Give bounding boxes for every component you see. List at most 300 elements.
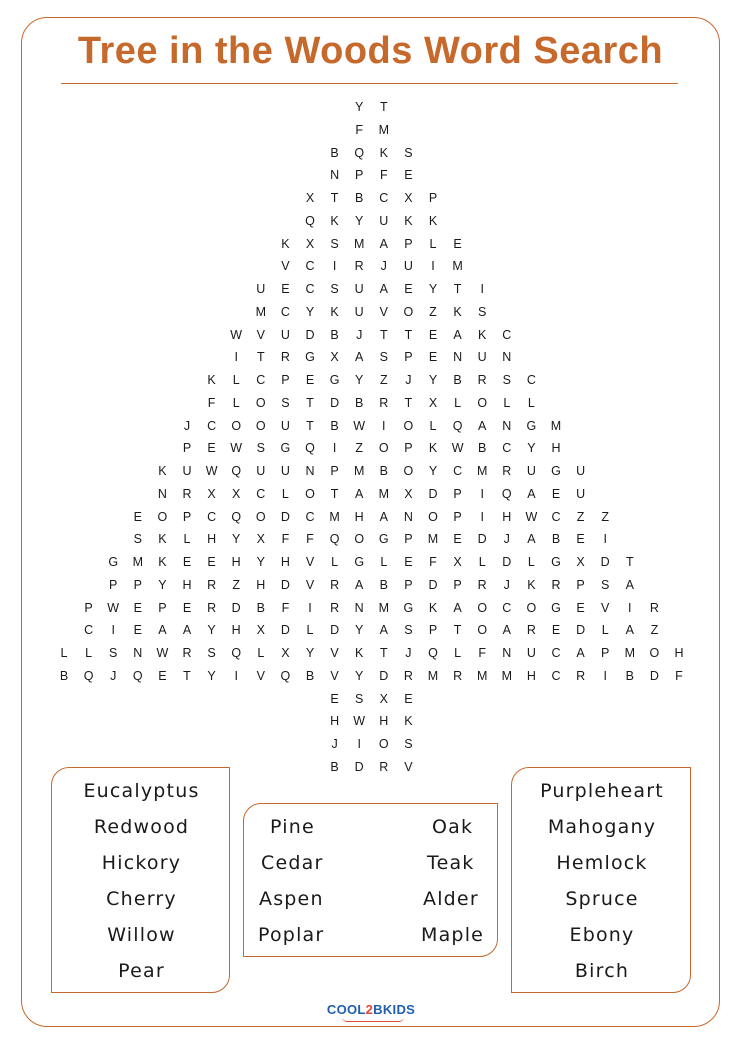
grid-letter: J: [405, 373, 412, 387]
grid-letter: C: [502, 600, 512, 615]
grid-letter: O: [378, 737, 389, 751]
grid-letter: R: [502, 464, 512, 478]
grid-letter: O: [231, 418, 242, 433]
grid-letter: N: [403, 509, 413, 524]
grid-letter: K: [527, 577, 536, 592]
grid-letter: P: [182, 441, 192, 456]
word-item: Birch: [574, 960, 630, 982]
grid-letter: T: [183, 668, 191, 683]
grid-letter: T: [379, 646, 388, 660]
grid-letter: N: [354, 600, 364, 615]
grid-letter: T: [306, 418, 314, 433]
grid-letter: J: [183, 418, 191, 433]
grid-letter: U: [280, 418, 290, 433]
grid-letter: Q: [428, 646, 438, 660]
grid-letter: C: [305, 509, 315, 524]
grid-letter: W: [230, 327, 243, 342]
grid-letter: H: [674, 646, 684, 660]
grid-letter: A: [478, 418, 487, 433]
grid-letter: G: [551, 555, 561, 569]
grid-letter: M: [550, 418, 562, 433]
grid-letter: O: [255, 395, 266, 410]
word-item: Purpleheart: [540, 780, 664, 802]
grid-letter: U: [477, 350, 487, 365]
grid-letter: V: [281, 259, 290, 274]
grid-letter: P: [404, 350, 413, 365]
grid-letter: U: [182, 464, 192, 478]
grid-letter: P: [428, 623, 438, 638]
grid-letter: E: [404, 168, 413, 183]
grid-letter: A: [379, 509, 388, 524]
grid-letter: K: [453, 304, 462, 319]
grid-letter: S: [207, 646, 216, 660]
grid-letter: P: [109, 577, 118, 592]
grid-letter: L: [232, 395, 240, 410]
word-item: Spruce: [565, 888, 639, 910]
grid-letter: B: [330, 759, 339, 774]
grid-letter: A: [355, 350, 364, 365]
grid-letter: L: [85, 646, 93, 660]
grid-letter: E: [453, 236, 462, 251]
word-item: Oak: [432, 816, 474, 838]
grid-letter: L: [478, 555, 486, 569]
grid-letter: U: [403, 259, 413, 274]
grid-letter: V: [404, 759, 413, 774]
grid-letter: T: [379, 100, 388, 114]
grid-letter: P: [404, 577, 413, 592]
grid-letter: W: [156, 646, 169, 660]
grid-letter: G: [280, 441, 291, 456]
logo-swoosh-icon: [342, 1017, 404, 1022]
grid-letter: L: [331, 555, 339, 569]
grid-letter: W: [353, 418, 366, 433]
grid-letter: V: [256, 327, 265, 342]
grid-letter: H: [256, 577, 266, 592]
grid-letter: D: [477, 532, 487, 547]
grid-letter: X: [404, 486, 413, 501]
grid-letter: L: [60, 646, 68, 660]
grid-letter: L: [527, 395, 535, 410]
grid-letter: O: [403, 464, 414, 478]
grid-letter: W: [353, 714, 366, 729]
grid-letter: E: [576, 532, 585, 547]
grid-letter: H: [207, 532, 217, 547]
logo-text-cool: COOL: [326, 1002, 366, 1017]
grid-letter: Z: [576, 509, 585, 524]
grid-letter: Z: [232, 577, 240, 592]
grid-letter: D: [330, 623, 340, 638]
grid-letter: P: [453, 577, 462, 592]
grid-letter: S: [601, 577, 610, 592]
grid-letter: L: [281, 486, 289, 501]
grid-letter: R: [526, 623, 536, 638]
grid-letter: X: [305, 191, 315, 205]
grid-letter: S: [478, 304, 487, 319]
grid-letter: K: [379, 145, 388, 160]
grid-letter: D: [428, 486, 438, 501]
grid-letter: S: [404, 623, 413, 638]
grid-letter: M: [427, 532, 439, 547]
grid-letter: C: [305, 259, 315, 274]
grid-letter: E: [404, 282, 413, 296]
grid-letter: A: [576, 646, 585, 660]
grid-letter: B: [625, 668, 634, 683]
grid-letter: E: [133, 600, 142, 615]
grid-letter: I: [357, 737, 361, 751]
grid-letter: T: [453, 282, 462, 296]
grid-letter: L: [257, 646, 265, 660]
grid-letter: M: [378, 122, 389, 137]
grid-letter: U: [526, 646, 536, 660]
grid-letter: J: [503, 532, 510, 547]
grid-letter: I: [332, 259, 337, 274]
grid-letter: Z: [429, 304, 437, 319]
grid-letter: D: [280, 509, 290, 524]
logo-text-bkids: BKIDS: [373, 1002, 416, 1017]
grid-letter: K: [478, 327, 487, 342]
word-item: Maple: [421, 924, 485, 946]
grid-letter: U: [526, 464, 536, 478]
grid-letter: R: [182, 646, 192, 660]
grid-letter: A: [379, 236, 388, 251]
grid-letter: K: [158, 555, 167, 569]
grid-letter: R: [576, 668, 586, 683]
grid-letter: X: [576, 555, 585, 569]
grid-letter: J: [380, 259, 387, 274]
grid-letter: R: [477, 577, 487, 592]
grid-letter: B: [355, 395, 364, 410]
grid-letter: O: [255, 509, 266, 524]
grid-letter: W: [525, 509, 538, 524]
grid-letter: T: [330, 191, 339, 205]
grid-letter: E: [133, 623, 142, 638]
grid-letter: R: [649, 600, 659, 615]
grid-letter: I: [480, 509, 484, 524]
grid-letter: R: [182, 486, 192, 501]
grid-letter: P: [453, 486, 462, 501]
grid-letter: V: [379, 304, 388, 319]
grid-letter: N: [157, 486, 167, 501]
grid-letter: U: [256, 282, 266, 296]
grid-letter: S: [133, 532, 142, 547]
grid-letter: S: [379, 350, 388, 365]
grid-letter: T: [379, 327, 388, 342]
grid-letter: O: [354, 532, 365, 547]
grid-letter: P: [601, 646, 610, 660]
grid-letter: Q: [231, 646, 242, 660]
grid-letter: O: [649, 646, 660, 660]
grid-letter: O: [403, 418, 414, 433]
grid-letter: X: [379, 691, 388, 706]
grid-letter: C: [453, 464, 463, 478]
grid-letter: K: [281, 236, 290, 251]
grid-letter: Q: [452, 418, 463, 433]
grid-letter: X: [330, 350, 339, 365]
grid-letter: L: [454, 395, 462, 410]
grid-letter: U: [379, 213, 389, 228]
grid-letter: Q: [305, 441, 315, 456]
site-logo[interactable]: [318, 1002, 424, 1022]
word-bank-middle: [243, 803, 498, 957]
grid-letter: Y: [207, 623, 216, 638]
grid-letter: F: [281, 600, 290, 615]
word-item: Redwood: [93, 816, 190, 838]
grid-letter: J: [110, 668, 117, 683]
grid-letter: V: [256, 668, 265, 683]
grid-letter: C: [502, 327, 512, 342]
grid-letter: E: [281, 282, 290, 296]
grid-letter: D: [280, 623, 290, 638]
grid-letter: C: [551, 668, 561, 683]
grid-letter: F: [429, 555, 437, 569]
grid-letter: I: [332, 441, 337, 456]
grid-letter: A: [379, 623, 388, 638]
grid-letter: D: [600, 555, 610, 569]
grid-letter: B: [330, 418, 339, 433]
grid-letter: N: [453, 350, 463, 365]
grid-letter: K: [158, 464, 167, 478]
grid-letter: H: [379, 714, 389, 729]
word-item: Poplar: [258, 924, 325, 946]
grid-letter: E: [404, 555, 413, 569]
grid-letter: G: [526, 418, 537, 433]
grid-letter: P: [355, 168, 364, 183]
grid-letter: J: [356, 327, 363, 342]
grid-letter: L: [380, 555, 388, 569]
grid-letter: D: [428, 577, 438, 592]
grid-letter: P: [404, 236, 413, 251]
word-item: Eucalyptus: [83, 780, 200, 802]
grid-letter: K: [355, 646, 364, 660]
grid-letter: I: [603, 532, 607, 547]
grid-letter: Y: [355, 373, 364, 387]
grid-letter: N: [330, 168, 340, 183]
grid-letter: D: [502, 555, 512, 569]
grid-letter: L: [527, 555, 535, 569]
grid-letter: S: [330, 236, 339, 251]
grid-letter: C: [207, 509, 217, 524]
grid-letter: P: [133, 577, 142, 592]
word-item: Hemlock: [556, 852, 648, 874]
grid-letter: W: [107, 600, 120, 615]
grid-letter: O: [305, 486, 315, 501]
grid-letter: K: [330, 304, 339, 319]
grid-letter: B: [59, 668, 69, 683]
grid-letter: T: [404, 395, 413, 410]
grid-letter: B: [305, 668, 315, 683]
grid-letter: K: [158, 532, 167, 547]
grid-letter: Y: [428, 282, 438, 296]
grid-letter: I: [382, 418, 386, 433]
grid-letter: G: [551, 464, 561, 478]
grid-letter: R: [207, 600, 217, 615]
grid-letter: B: [478, 441, 487, 456]
grid-letter: Y: [158, 577, 167, 592]
grid-letter: M: [501, 668, 512, 683]
grid-letter: T: [330, 486, 339, 501]
word-item: Teak: [427, 852, 475, 874]
grid-letter: E: [551, 623, 561, 638]
grid-letter: M: [427, 668, 439, 683]
grid-letter: J: [405, 646, 412, 660]
grid-letter: R: [330, 577, 340, 592]
grid-letter: P: [158, 600, 167, 615]
grid-letter: Q: [354, 145, 365, 160]
grid-letter: S: [330, 282, 339, 296]
grid-letter: D: [379, 668, 389, 683]
grid-letter: R: [330, 600, 340, 615]
grid-letter: L: [232, 373, 240, 387]
grid-letter: B: [379, 464, 388, 478]
grid-letter: W: [205, 464, 218, 478]
grid-letter: O: [403, 304, 414, 319]
grid-letter: E: [182, 600, 192, 615]
grid-letter: P: [84, 600, 93, 615]
grid-letter: N: [502, 646, 512, 660]
grid-letter: K: [404, 714, 413, 729]
grid-letter: S: [404, 737, 413, 751]
grid-letter: B: [330, 327, 339, 342]
word-item: Willow: [107, 924, 176, 946]
grid-letter: R: [379, 759, 389, 774]
grid-letter: X: [404, 191, 413, 205]
grid-letter: J: [331, 737, 338, 751]
grid-letter: H: [502, 509, 512, 524]
grid-letter: T: [256, 350, 265, 365]
grid-letter: L: [601, 623, 609, 638]
grid-letter: A: [625, 623, 634, 638]
grid-letter: N: [502, 350, 512, 365]
grid-letter: R: [280, 350, 290, 365]
word-item: Mahogany: [547, 816, 657, 838]
grid-letter: A: [453, 600, 462, 615]
grid-letter: V: [305, 577, 315, 592]
grid-letter: X: [207, 486, 216, 501]
word-item: Ebony: [569, 924, 635, 946]
grid-letter: O: [477, 600, 488, 615]
grid-letter: R: [207, 577, 217, 592]
grid-letter: E: [428, 327, 438, 342]
grid-letter: Q: [305, 213, 315, 228]
grid-letter: S: [256, 441, 265, 456]
grid-letter: J: [503, 577, 510, 592]
grid-letter: H: [354, 509, 364, 524]
word-item: Cedar: [261, 852, 324, 874]
grid-letter: F: [355, 122, 363, 137]
grid-letter: Y: [428, 464, 438, 478]
grid-letter: F: [207, 395, 216, 410]
grid-letter: O: [428, 509, 438, 524]
grid-letter: P: [182, 509, 192, 524]
grid-letter: K: [330, 213, 339, 228]
grid-letter: M: [353, 464, 365, 478]
grid-letter: O: [157, 509, 168, 524]
grid-letter: E: [428, 350, 438, 365]
word-item: Alder: [423, 888, 479, 910]
grid-letter: D: [231, 600, 241, 615]
grid-letter: U: [280, 327, 290, 342]
grid-letter: Q: [231, 464, 242, 478]
grid-letter: H: [231, 555, 241, 569]
grid-letter: B: [330, 145, 339, 160]
grid-letter: Q: [83, 668, 94, 683]
grid-letter: S: [404, 145, 413, 160]
grid-letter: F: [379, 168, 388, 183]
grid-letter: X: [453, 555, 462, 569]
grid-letter: M: [452, 259, 463, 274]
grid-letter: I: [603, 668, 607, 683]
grid-letter: I: [480, 486, 484, 501]
grid-letter: M: [476, 464, 488, 478]
grid-letter: Q: [329, 532, 340, 547]
grid-letter: K: [404, 213, 413, 228]
grid-letter: K: [207, 373, 216, 387]
grid-letter: S: [109, 646, 118, 660]
grid-letter: O: [378, 441, 389, 456]
grid-letter: Y: [355, 100, 364, 114]
grid-letter: U: [354, 282, 364, 296]
grid-letter: P: [453, 509, 462, 524]
grid-letter: K: [428, 600, 438, 615]
grid-letter: L: [429, 418, 437, 433]
grid-letter: T: [404, 327, 413, 342]
grid-letter: D: [305, 327, 315, 342]
grid-letter: D: [649, 668, 659, 683]
grid-letter: V: [601, 600, 610, 615]
grid-letter: Q: [280, 668, 291, 683]
grid-letter: Y: [256, 555, 265, 569]
grid-letter: G: [354, 555, 365, 569]
grid-letter: Y: [355, 668, 364, 683]
grid-letter: D: [576, 623, 586, 638]
grid-letter: V: [330, 646, 339, 660]
grid-letter: T: [625, 555, 634, 569]
grid-letter: P: [404, 441, 413, 456]
grid-letter: E: [305, 373, 315, 387]
grid-letter: I: [628, 600, 632, 615]
grid-letter: X: [305, 236, 315, 251]
grid-letter: Y: [355, 623, 364, 638]
grid-letter: M: [353, 236, 365, 251]
grid-letter: N: [133, 646, 143, 660]
grid-letter: L: [454, 646, 462, 660]
grid-letter: P: [330, 464, 339, 478]
logo-text-2: 2: [365, 1002, 374, 1017]
word-bank-left: [51, 767, 230, 993]
grid-letter: Z: [355, 441, 363, 456]
grid-letter: A: [527, 532, 536, 547]
grid-letter: W: [451, 441, 464, 456]
grid-letter: E: [576, 600, 585, 615]
grid-letter: O: [526, 600, 537, 615]
word-item: Aspen: [259, 888, 324, 910]
grid-letter: Q: [501, 486, 512, 501]
grid-letter: L: [429, 236, 437, 251]
grid-letter: F: [281, 532, 290, 547]
grid-letter: A: [355, 577, 364, 592]
grid-letter: I: [234, 350, 238, 365]
grid-letter: C: [502, 441, 512, 456]
grid-letter: T: [453, 623, 462, 638]
grid-letter: M: [255, 304, 266, 319]
grid-letter: E: [551, 486, 561, 501]
grid-letter: H: [526, 668, 536, 683]
grid-letter: H: [551, 441, 561, 456]
grid-letter: T: [306, 395, 314, 410]
grid-letter: A: [453, 327, 462, 342]
grid-letter: S: [502, 373, 511, 387]
grid-letter: H: [231, 623, 241, 638]
